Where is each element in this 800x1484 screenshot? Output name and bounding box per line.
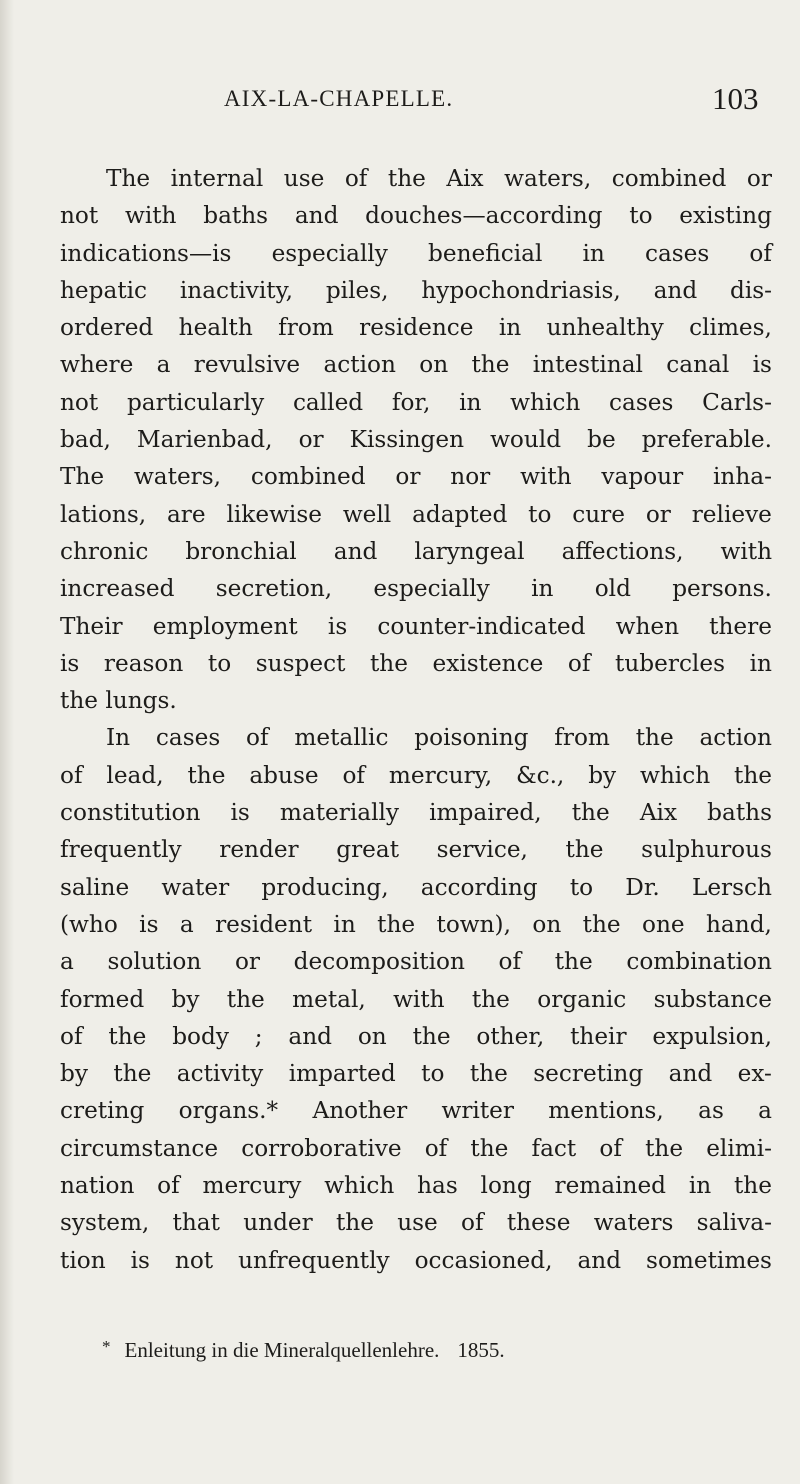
text-line: system, that under the use of these waters saliva- bbox=[60, 1209, 772, 1237]
text-line: frequently render great service, the sulphurous bbox=[60, 836, 772, 864]
text-line: circumstance corroborative of the fact of the elimi- bbox=[60, 1134, 772, 1162]
text-line: creting organs.* Another writer mentions, as a bbox=[60, 1097, 772, 1125]
text-line: is reason to suspect the existence of tubercles in bbox=[60, 649, 772, 677]
text-line: chronic bronchial and laryngeal affections, with bbox=[60, 537, 772, 565]
text-line: where a revulsive action on the intestinal canal is bbox=[60, 351, 772, 379]
footnote-year: 1855. bbox=[457, 1338, 505, 1362]
text-line: increased secretion, especially in old persons. bbox=[60, 575, 772, 603]
text-line: a solution or decomposition of the combination bbox=[60, 948, 772, 976]
text-line: formed by the metal, with the organic substance bbox=[60, 985, 772, 1013]
gutter-shadow bbox=[0, 0, 14, 1484]
text-line: not particularly called for, in which cases Carls- bbox=[60, 388, 772, 416]
body-text bbox=[60, 160, 772, 1279]
text-line: nation of mercury which has long remained in the bbox=[60, 1172, 772, 1200]
footnote-marker: * bbox=[102, 1337, 111, 1356]
text-line: (who is a resident in the town), on the one hand, bbox=[60, 910, 772, 938]
text-line: In cases of metallic poisoning from the action bbox=[106, 724, 772, 752]
running-head: AIX-LA-CHAPELLE. bbox=[224, 86, 454, 111]
text-line: ordered health from residence in unhealthy climes, bbox=[60, 314, 772, 342]
text-line: constitution is materially impaired, the Aix baths bbox=[60, 799, 772, 827]
text-line: bad, Marienbad, or Kissingen would be preferable. bbox=[60, 426, 772, 454]
text-line: lations, are likewise well adapted to cure or relieve bbox=[60, 500, 772, 528]
text-line: Their employment is counter-indicated when there bbox=[60, 612, 772, 640]
footnote bbox=[102, 1337, 505, 1363]
text-line: the lungs. bbox=[60, 687, 177, 715]
text-line: of the body ; and on the other, their expulsion, bbox=[60, 1022, 772, 1050]
text-line: tion is not unfrequently occasioned, and sometimes bbox=[60, 1246, 772, 1274]
footnote-text: Enleitung in die Mineralquellenlehre. bbox=[124, 1338, 440, 1362]
page-number: 103 bbox=[712, 81, 759, 116]
text-line: The internal use of the Aix waters, combined or bbox=[106, 165, 772, 192]
text-line: by the activity imparted to the secreting and ex- bbox=[60, 1060, 772, 1088]
text-line: saline water producing, according to Dr. Lersch bbox=[60, 873, 772, 901]
text-line: of lead, the abuse of mercury, &c., by which the bbox=[60, 761, 772, 789]
text-line: not with baths and douches—according to existing bbox=[60, 202, 772, 230]
text-line: The waters, combined or nor with vapour inha- bbox=[60, 463, 772, 491]
text-line: indications—is especially beneficial in cases of bbox=[60, 239, 772, 267]
text-line: hepatic inactivity, piles, hypochondriasis, and dis- bbox=[60, 276, 772, 304]
